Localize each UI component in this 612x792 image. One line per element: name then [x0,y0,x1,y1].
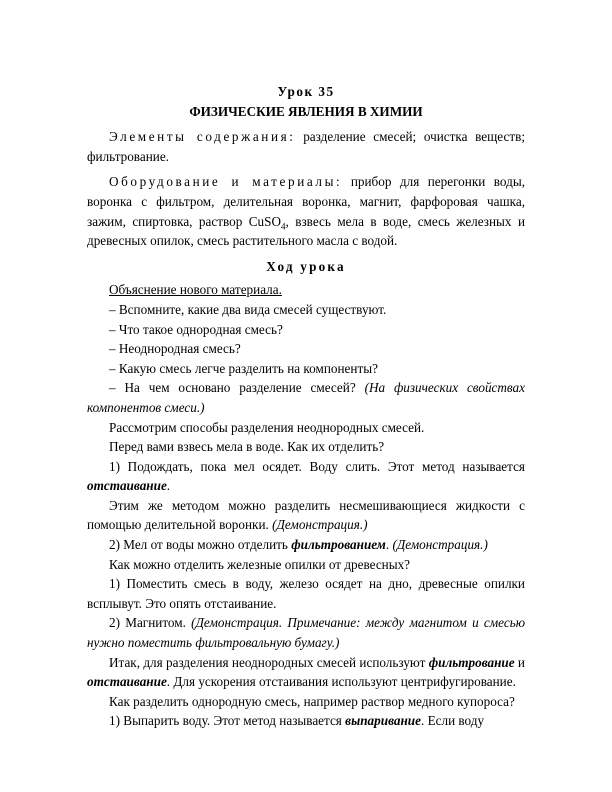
paragraph-10: Как разделить однородную смесь, например раствор медного купороса? [109,693,515,709]
formula-base: CuSO [248,213,281,229]
paragraph-8-text: 2) Магнитом. [109,615,192,631]
paragraph-4 [87,496,525,535]
content-elements-paragraph [87,127,525,166]
paragraph-3-end: . [166,478,171,494]
term-settling-2: отстаивание [87,674,167,690]
term-filtration: фильтрованием [291,537,386,553]
paragraph-9-a: Итак, для разделения неоднородных смесей используют [109,654,429,670]
explanation-title-text: Объяснение нового материала. [109,282,282,298]
document-page [87,82,525,731]
question-4: – Какую смесь легче разделить на компоненты? [109,360,378,376]
paragraph-7: 1) Поместить смесь в воду, железо осядет на дно, древесные опилки всплывут. Это опять отстаивание. [87,576,525,611]
paragraph-9 [87,653,525,692]
paragraph-3 [87,457,525,496]
paragraph-6: Как можно отделить железные опилки от древесных? [109,556,411,572]
paragraph-11 [87,711,525,731]
paragraph-1: Рассмотрим способы разделения неоднородных смесей. [109,419,425,435]
lesson-title: ФИЗИЧЕСКИЕ ЯВЛЕНИЯ В ХИМИИ [189,103,423,119]
course-heading: Ход урока [266,258,346,274]
paragraph-5-demo: (Демонстрация.) [392,537,488,553]
question-2: – Что такое однородная смесь? [109,321,283,337]
equipment-text-1: прибор для перегонки воды, воронка с фильтром, делительная воронка, магнит, фарфоровая чашка, зажим, спиртовка, раствор [87,174,525,229]
paragraph-8-note: (Демонстрация. Примечание: между магнитом и смесью нужно поместить фильтровальную бумагу.) [87,615,525,651]
paragraph-5-text: 2) Мел от воды можно отделить [109,537,292,553]
term-evaporation: выпаривание [345,713,421,729]
question-1: – Вспомните, какие два вида смесей существуют. [109,301,387,317]
explanation-title [87,280,525,300]
content-elements-label: Элементы содержания: [109,129,296,145]
equipment-text-2: , взвесь мела в воде, смесь железных и древесных опилок, смесь растительного масла с водой. [87,213,525,249]
paragraph-4-text: Этим же методом можно разделить несмешивающиеся жидкости с помощью делительной воронки. [87,497,525,533]
paragraph-9-b: и [514,654,525,670]
term-filtering: фильтрование [428,654,515,670]
term-settling: отстаивание [87,478,167,494]
paragraph-11-text: 1) Выпарить воду. Этот метод называется [109,713,346,729]
paragraph-9-c: . Для ускорения отстаивания используют центрифугирование. [166,674,516,690]
lesson-number: Урок 35 [277,84,335,99]
question-5-answer: (На физических свойствах компонентов смеси.) [87,380,525,415]
question-5 [87,378,525,417]
equipment-label: Оборудование и материалы: [109,174,343,190]
content-elements-text: разделение смесей; очистка веществ; фильтрование. [87,129,525,164]
paragraph-5-mid: . [385,537,393,553]
paragraph-3-text: 1) Подождать, пока мел осядет. Воду слить. Этот метод называется [109,458,525,474]
formula-subscript: 4 [281,221,286,232]
question-5-text: – На чем основано разделение смесей? [109,380,365,396]
equipment-paragraph [87,172,525,250]
paragraph-8 [87,613,525,652]
paragraph-4-demo: (Демонстрация.) [272,517,368,533]
question-3: – Неоднородная смесь? [109,341,241,357]
paragraph-2: Перед вами взвесь мела в воде. Как их отделить? [109,439,385,455]
paragraph-11-end: . Если воду [420,713,485,729]
paragraph-5 [87,535,525,555]
